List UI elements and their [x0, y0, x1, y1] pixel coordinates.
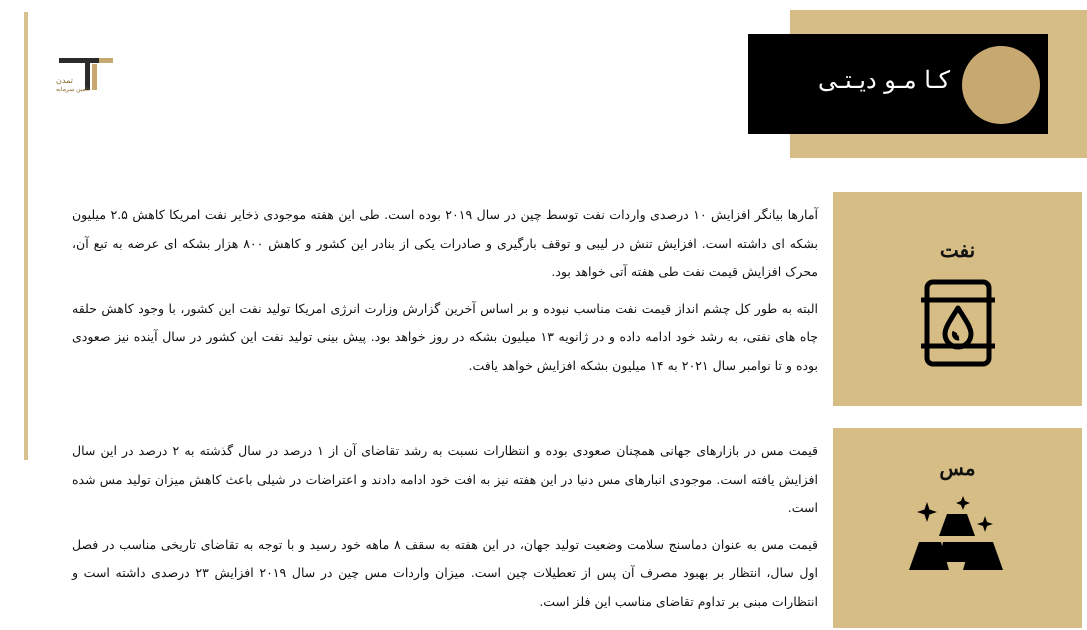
oil-label: نفت — [939, 238, 976, 262]
copper-paragraph-2: قیمت مس به عنوان دماسنج سلامت وضعیت تولید جهان، در این هفته به سقف ۸ ماهه خود رسید و با توجه به تقاضای تاریخی مناسب در فصل اول سال، انتظار بر بهبود مصرف آن پس از تعطیلات چین است. میزان واردات مس چین در سال ۲۰۱۹ افزایش ۲۳ درصدی داشته است و انتظارات مبنی بر تداوم تقاضای مناسب این فلز است. — [72, 536, 818, 609]
oil-barrel-icon — [919, 278, 997, 368]
logo-tagline-text: تامین سرمایه — [56, 86, 90, 93]
oil-text-section — [72, 201, 818, 380]
logo-brand-text: تمدن — [56, 76, 73, 85]
oil-paragraph-2: البته به طور کل چشم انداز قیمت نفت مناسب نبوده و بر اساس آخرین گزارش وزارت انرژی امریکا تولید نفت این کشور، با وجود کاهش حلقه چاه های نفتی، به رشد خود ادامه داده و در ژانویه ۱۳ میلیون بشکه در روز خواهد بود. پیش بینی تولید نفت این کشور در سال آینده نیز صعودی بوده و تا نوامبر سال ۲۰۲۱ به ۱۴ میلیون بشکه افزایش خواهد یافت. — [72, 300, 819, 373]
gold-bars-icon — [905, 496, 1009, 578]
page-title: کـا مـو دیـتـی — [818, 66, 950, 94]
oil-side-panel — [833, 192, 1082, 406]
copper-paragraph-1: قیمت مس در بازارهای جهانی همچنان صعودی بوده و انتظارات نسبت به رشد تقاضای آن از ۱ درصد در سال گذشته به ۲ درصد در این سال افزایش یافته است. موجودی انبارهای مس دنیا در این هفته نیز به افت خود ادامه دادند و اعتراضات در شیلی باعث کاهش میزان تولید مس شده است. — [72, 443, 818, 515]
header-circle-decoration — [962, 46, 1040, 124]
left-accent-rule — [24, 12, 28, 460]
copper-label: مس — [939, 456, 976, 480]
oil-paragraph-1: آمارها بیانگر افزایش ۱۰ درصدی واردات نفت توسط چین در سال ۲۰۱۹ بوده است. طی این هفته موجودی ذخایر نفت امریکا کاهش ۲.۵ میلیون بشکه ای داشته است. افزایش تنش در لیبی و توقف بارگیری و صادرات یکی از بنادر این کشور و کاهش ۸۰۰ هزار بشکه ای عرضه به تبع آن، محرک افزایش قیمت نفت طی هفته آتی خواهد بود. — [72, 207, 818, 279]
copper-text-section — [72, 437, 818, 616]
copper-side-panel — [833, 428, 1082, 628]
logo-text — [56, 76, 89, 94]
